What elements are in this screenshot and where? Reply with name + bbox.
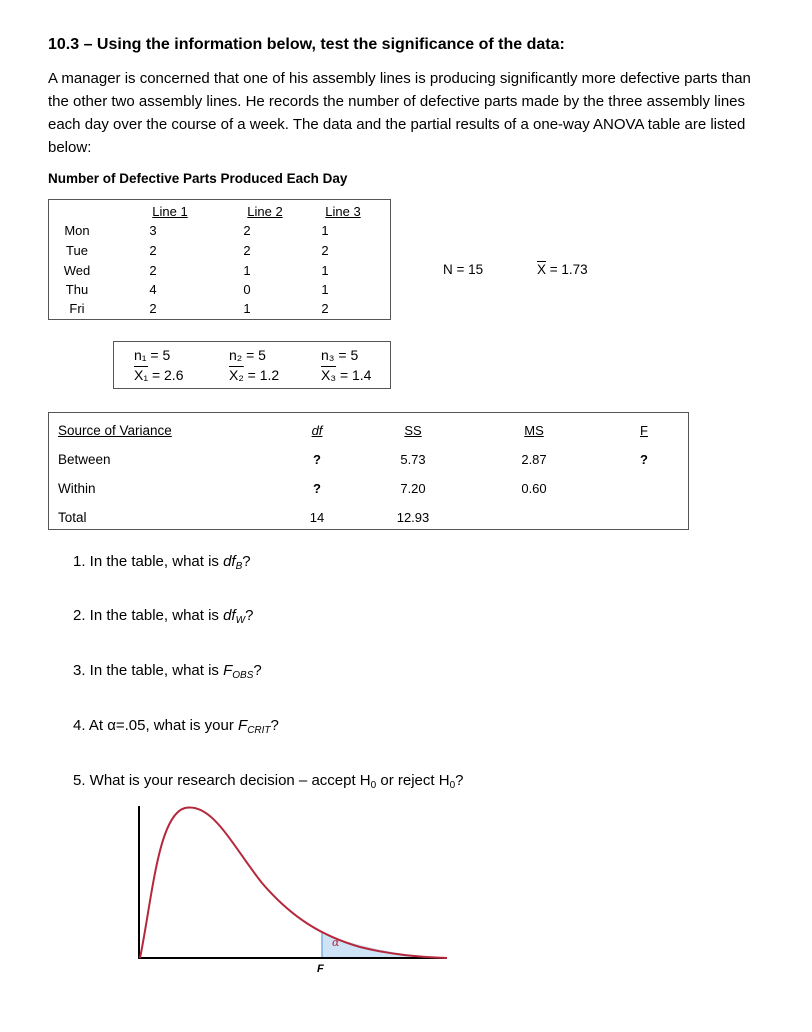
header-line-3: Line 3	[325, 204, 361, 219]
n2: n₂ = 5	[229, 347, 266, 363]
anova-df-total: 14	[309, 510, 325, 525]
mean-3: X₃ = 1.4	[321, 367, 372, 383]
table-cell: 2	[149, 263, 157, 278]
anova-ms-within: 0.60	[521, 481, 547, 496]
day-thu: Thu	[65, 282, 89, 297]
n1: n₁ = 5	[134, 347, 171, 363]
table-cell: 1	[243, 301, 251, 316]
rejection-region	[322, 934, 445, 958]
anova-header-ss: SS	[404, 423, 422, 438]
anova-header-df: df	[311, 423, 323, 438]
table-cell: 1	[321, 223, 329, 238]
mean-2: X₂ = 1.2	[229, 367, 280, 383]
n-total: N = 15	[443, 262, 484, 277]
header-line-2: Line 2	[247, 204, 283, 219]
anova-source-between: Between	[58, 452, 111, 467]
anova-df-within: ?	[313, 481, 321, 496]
question-2: 2. In the table, what is $df_W$?	[73, 607, 254, 626]
anova-header-f: F	[640, 423, 648, 438]
table-cell: 1	[321, 282, 329, 297]
table-cell: 2	[243, 223, 251, 238]
mean-1: X₁ = 2.6	[134, 367, 184, 383]
question-4: 4. At α=.05, what is your $F_{CRIT}$?	[73, 717, 279, 736]
table-cell: 2	[321, 243, 329, 258]
table-cell: 3	[149, 223, 157, 238]
question-5: 5. What is your research decision – accept $H_0$ or reject $H_0$?	[73, 772, 464, 791]
table-cell: 2	[149, 301, 157, 316]
day-wed: Wed	[63, 263, 91, 278]
day-tue: Tue	[66, 243, 88, 258]
problem-description: A manager is concerned that one of his assembly lines is producing significantly more defective parts than the other two assembly lines. He records the number of defective parts made by the three assembly lines each day over the course of a week. The data and the partial results of a one-way ANOVA table are listed below:	[48, 70, 751, 156]
table-cell: 4	[149, 282, 157, 297]
table-subheading: Number of Defective Parts Produced Each Day	[48, 171, 348, 186]
anova-header-ms: MS	[524, 423, 544, 438]
question-1: 1. In the table, what is $df_B$?	[73, 553, 251, 572]
anova-ss-total: 12.93	[396, 510, 430, 525]
problem-title: 10.3 – Using the information below, test the significance of the data:	[48, 36, 565, 53]
anova-source-within: Within	[58, 481, 96, 496]
anova-ss-within: 7.20	[400, 481, 426, 496]
f-curve	[140, 807, 447, 958]
table-cell: 1	[321, 263, 329, 278]
f-axis-label: F	[317, 963, 324, 975]
n3: n₃ = 5	[321, 347, 359, 363]
question-3: 3. In the table, what is $F_{OBS}$?	[73, 662, 262, 681]
table-cell: 2	[149, 243, 157, 258]
anova-f-between: ?	[640, 452, 648, 467]
day-mon: Mon	[64, 223, 90, 238]
table-cell: 0	[243, 282, 251, 297]
table-cell: 1	[243, 263, 251, 278]
alpha-label: α	[332, 936, 340, 949]
anova-df-between: ?	[313, 452, 321, 467]
day-fri: Fri	[69, 301, 85, 316]
grand-mean: $\overline{X} = 1.73$	[537, 262, 588, 277]
anova-header-source: Source of Variance	[58, 423, 172, 438]
header-line-1: Line 1	[152, 204, 188, 219]
anova-ms-between: 2.87	[521, 452, 547, 467]
table-cell: 2	[243, 243, 251, 258]
anova-source-total: Total	[58, 510, 87, 525]
anova-ss-between: 5.73	[400, 452, 426, 467]
table-cell: 2	[321, 301, 329, 316]
